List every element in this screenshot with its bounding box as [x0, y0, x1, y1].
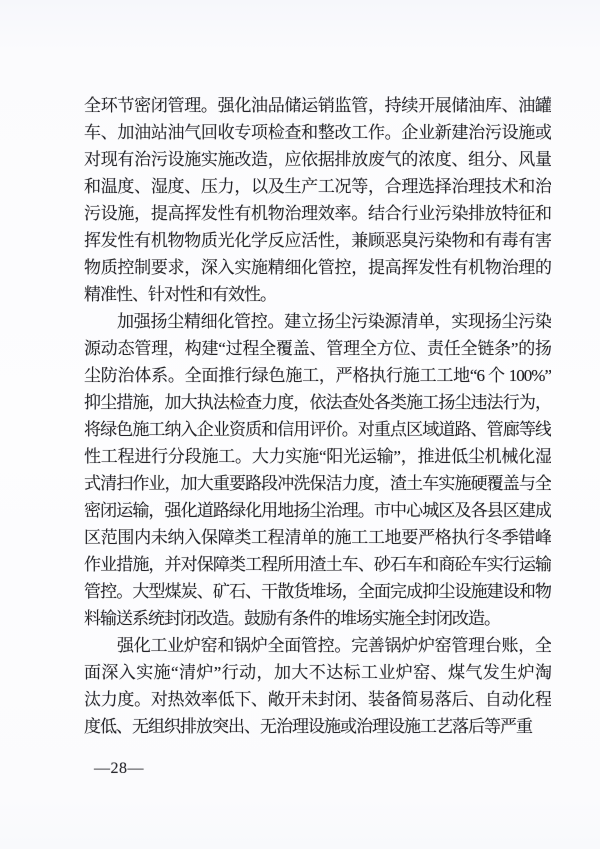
text-line: 面深入实施“清炉”行动，加大不达标工业炉窑、煤气发生炉淘 — [84, 663, 551, 682]
text-line: 加强扬尘精细化管控。建立扬尘污染源清单，实现扬尘污染 — [117, 312, 551, 331]
text-line: 全环节密闭管理。强化油品储运销监管，持续开展储油库、油罐 — [84, 96, 551, 115]
page-number: —28— — [94, 760, 144, 777]
text-line: 度低、无组织排放突出、无治理设施或治理设施工艺落后等严重 — [84, 717, 532, 736]
text-line: 式清扫作业，加大重要路段冲洗保洁力度，渣土车实施硬覆盖与全 — [84, 474, 551, 493]
text-line: 料输送系统封闭改造。鼓励有条件的堆场实施全封闭改造。 — [84, 609, 500, 628]
text-line: 尘防治体系。全面推行绿色施工，严格执行施工工地“6 个 100%” — [84, 366, 551, 385]
text-line: 将绿色施工纳入企业资质和信用评价。对重点区域道路、管廊等线 — [84, 420, 551, 439]
text-line: 区范围内未纳入保障类工程清单的施工工地要严格执行冬季错峰 — [84, 528, 551, 547]
text-line: 密闭运输，强化道路绿化用地扬尘治理。市中心城区及各县区建成 — [84, 501, 551, 520]
text-line: 性工程进行分段施工。大力实施“阳光运输”，推进低尘机械化湿 — [84, 447, 551, 466]
text-line: 源动态管理，构建“过程全覆盖、管理全方位、责任全链条”的扬 — [84, 339, 551, 358]
text-line: 抑尘措施，加大执法检查力度，依法查处各类施工扬尘违法行为， — [84, 393, 551, 412]
text-line: 精准性、针对性和有效性。 — [84, 285, 276, 304]
document-text — [84, 92, 551, 740]
text-line: 车、加油站油气回收专项检查和整改工作。企业新建治污设施或 — [84, 123, 551, 142]
text-line: 和温度、湿度、压力，以及生产工况等，合理选择治理技术和治 — [84, 177, 551, 196]
text-line: 挥发性有机物物质光化学反应活性，兼顾恶臭污染物和有毒有害 — [84, 231, 551, 250]
text-line: 管控。大型煤炭、矿石、干散货堆场，全面完成抑尘设施建设和物 — [84, 582, 551, 601]
text-line: 对现有治污设施实施改造，应依据排放废气的浓度、组分、风量 — [84, 150, 551, 169]
text-line: 物质控制要求，深入实施精细化管控，提高挥发性有机物治理的 — [84, 258, 551, 277]
text-line: 污设施，提高挥发性有机物治理效率。结合行业污染排放特征和 — [84, 204, 551, 223]
text-line: 作业措施，并对保障类工程所用渣土车、砂石车和商砼车实行运输 — [84, 555, 551, 574]
text-line: 汰力度。对热效率低下、敞开未封闭、装备简易落后、自动化程 — [84, 690, 551, 709]
text-line: 强化工业炉窑和锅炉全面管控。完善锅炉炉窑管理台账，全 — [117, 636, 551, 655]
